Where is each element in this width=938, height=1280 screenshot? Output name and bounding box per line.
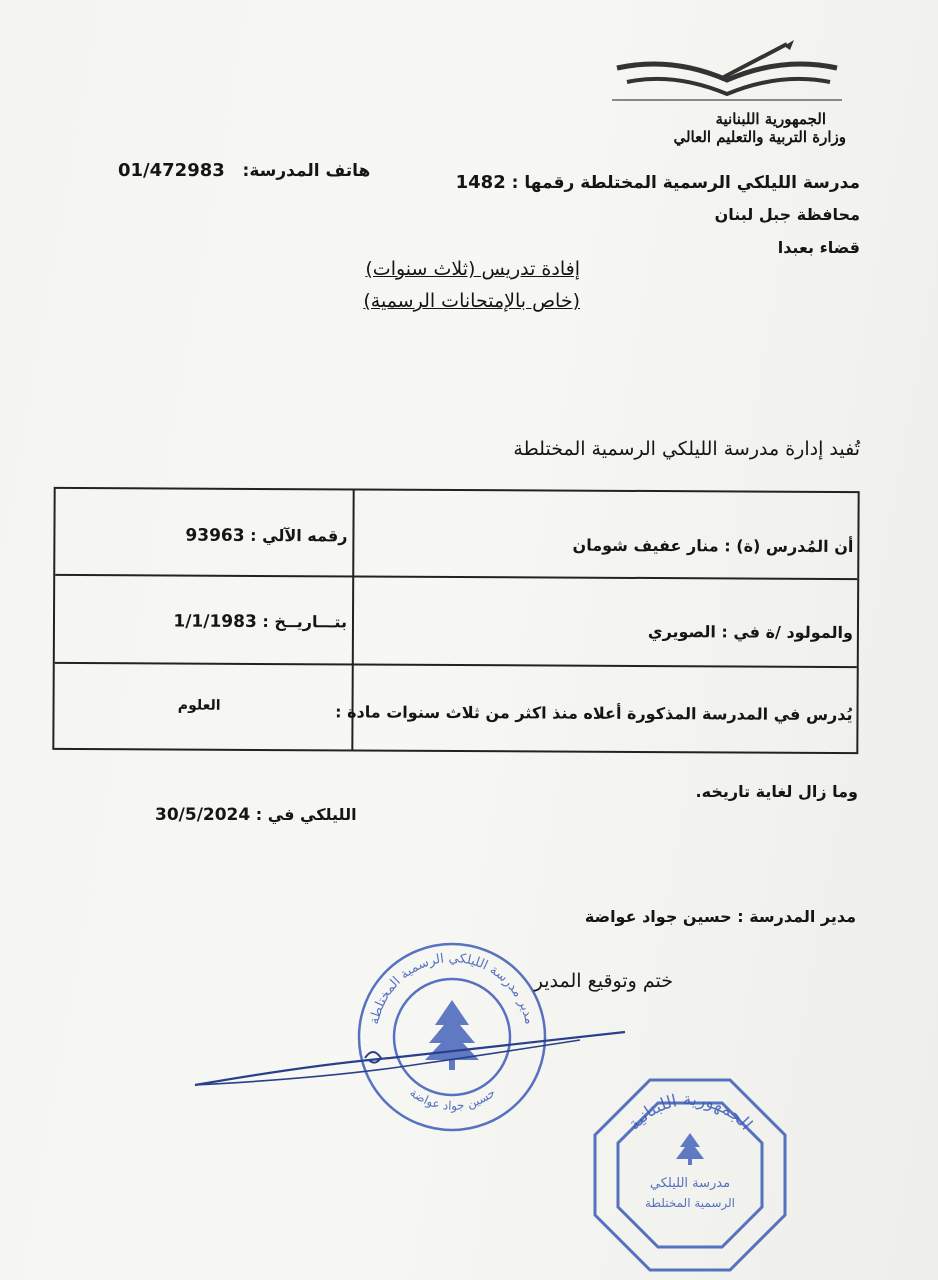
id-label: رقمه الآلي :	[250, 525, 348, 546]
birth-label: والمولود /ة في :	[721, 622, 853, 643]
place-date	[155, 805, 357, 825]
letterhead-ministry: وزارة التربية والتعليم العالي	[673, 128, 846, 146]
birth-row	[648, 622, 853, 642]
issue-date: 30/5/2024	[155, 805, 251, 825]
school-name: مدرسة الليلكي الرسمية المختلطة رقمها :	[511, 173, 860, 193]
octagon-stamp-line-2: الرسمية المختلطة	[644, 1196, 736, 1210]
school-name-line	[456, 172, 860, 193]
still-working-note: وما زال لغاية تاريخه.	[695, 782, 858, 801]
document-title: إفادة تدريس (ثلاث سنوات)	[365, 258, 580, 280]
principal-name: حسين جواد عواضة	[584, 907, 732, 926]
birth-date-row	[173, 612, 347, 633]
teacher-row	[573, 536, 854, 556]
teacher-name: منار عفيف شومان	[572, 535, 719, 556]
birth-date-label: بتـــاريــخ :	[262, 611, 348, 632]
school-phone	[118, 160, 370, 181]
table-divider	[55, 574, 857, 580]
round-stamp-bottom: حسين جواد عواضة	[407, 1085, 498, 1113]
principal-line	[585, 907, 856, 926]
school-phone-label: هاتف المدرسة:	[242, 161, 371, 181]
id-value: 93963	[185, 525, 245, 546]
id-row	[185, 526, 347, 547]
octagon-stamp-line-1: مدرسة الليلكي	[649, 1176, 731, 1191]
teaches-text: يُدرس في المدرسة المذكورة أعلاه منذ اكثر من ثلاث سنوات مادة :	[335, 702, 853, 725]
letterhead-republic: الجمهورية اللبنانية	[715, 110, 826, 128]
cedar-icon	[676, 1133, 704, 1165]
school-phone-value: 01/472983	[118, 160, 225, 181]
principal-label: مدير المدرسة :	[737, 907, 856, 926]
ministry-logo	[612, 38, 842, 108]
school-number: 1482	[455, 172, 506, 193]
stamp-signature-label: ختم وتوقيع المدير	[533, 970, 673, 992]
birth-place: الصويري	[647, 622, 716, 642]
svg-text:الجمهورية اللبنانية	[624, 1090, 756, 1135]
principal-signature	[190, 1020, 630, 1100]
table-divider	[55, 662, 857, 668]
round-stamp-text: مدير مدرسة الليلكي الرسمية المختلطة	[367, 950, 537, 1026]
place-date-label: الليلكي في :	[255, 805, 357, 824]
octagon-stamp-text: الجمهورية اللبنانية	[624, 1089, 756, 1135]
document-subtitle: (خاص بالإمتحانات الرسمية)	[363, 290, 580, 312]
info-table	[52, 487, 859, 754]
governorate: محافظة جبل لبنان	[714, 205, 860, 224]
subject: العلوم	[177, 697, 221, 714]
district: قضاء بعبدا	[777, 238, 860, 257]
school-stamp	[590, 1075, 790, 1275]
birth-date: 1/1/1983	[173, 611, 257, 632]
teacher-label: أن المُدرس (ة) :	[724, 536, 854, 557]
intro-statement: تُفيد إدارة مدرسة الليلكي الرسمية المختلطة	[513, 438, 860, 460]
